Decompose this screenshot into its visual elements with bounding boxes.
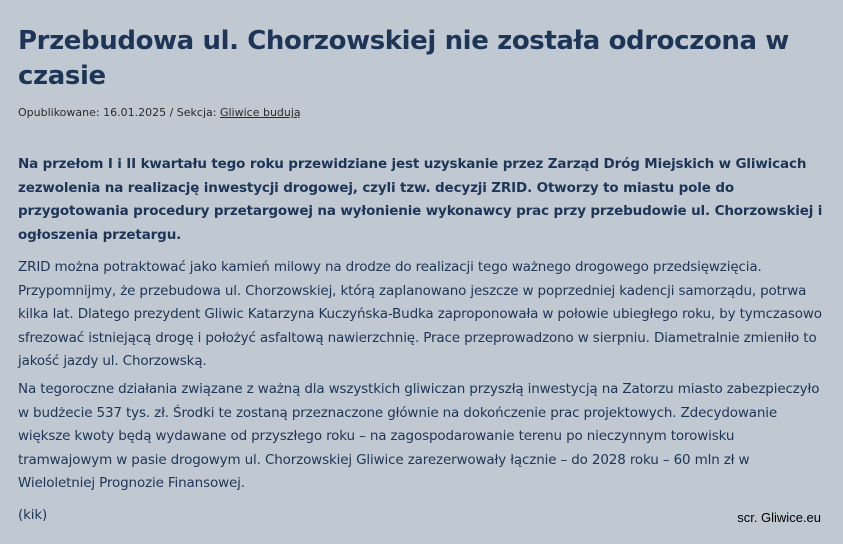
article-meta	[18, 106, 826, 120]
section-link[interactable]: Gliwice budują	[219, 106, 301, 119]
published-label: Opublikowane:	[18, 106, 100, 119]
article-title: Przebudowa ul. Chorzowskiej nie została odroczona w czasie	[18, 26, 789, 91]
section-separator: / Sekcja:	[169, 106, 217, 119]
article-lead: Na przełom I i II kwartału tego roku przewidziane jest uzyskanie przez Zarząd Dróg Miejskich w Gliwicach zezwolenia na realizację inwestycji drogowej, czyli tzw. decyzji ZRID. Otworzy to miastu pole do przygotowania procedury przetargowej na wyłonienie wykonawcy prac przy przebudowie ul. Chorzowskiej i ogłoszenia przetargu.	[18, 156, 823, 243]
published-date: 16.01.2025	[103, 106, 167, 119]
article-paragraph-2: Na tegoroczne działania związane z ważną dla wszystkich gliwiczan przyszłą inwestycją na Zatorzu miasto zabezpieczyło w budżecie 537 tys. zł. Środki te zostaną przeznaczone głównie na dokończenie prac projektowych. Zdecydowanie większe kwoty będą wydawane od przyszłego roku – na zagospodarowanie terenu po nieczynnym torowisku tramwajowym w pasie drogowym ul. Chorzowskiej Gliwice zarezerwowały łącznie – do 2028 roku – 60 mln zł w Wieloletniej Prognozie Finansowej.	[18, 381, 820, 491]
article-paragraph-1: ZRID można potraktować jako kamień milowy na drodze do realizacji tego ważnego drogowego przedsięwzięcia. Przypomnijmy, że przebudowa ul. Chorzowskiej, którą zaplanowano jeszcze w poprzedniej kadencji samorządu, potrwa kilka lat. Dlatego prezydent Gliwic Katarzyna Kuczyńska-Budka zaproponowała w połowie ubiegłego roku, by tymczasowo sfrezować istniejącą drogę i położyć asfaltową nawierzchnię. Prace przeprowadzono w sierpniu. Diametralnie zmieniło to jakość jazdy ul. Chorzowską.	[18, 259, 822, 369]
screenshot-credit: scr. Gliwice.eu	[737, 510, 821, 525]
author-signature: (kik)	[18, 507, 48, 523]
